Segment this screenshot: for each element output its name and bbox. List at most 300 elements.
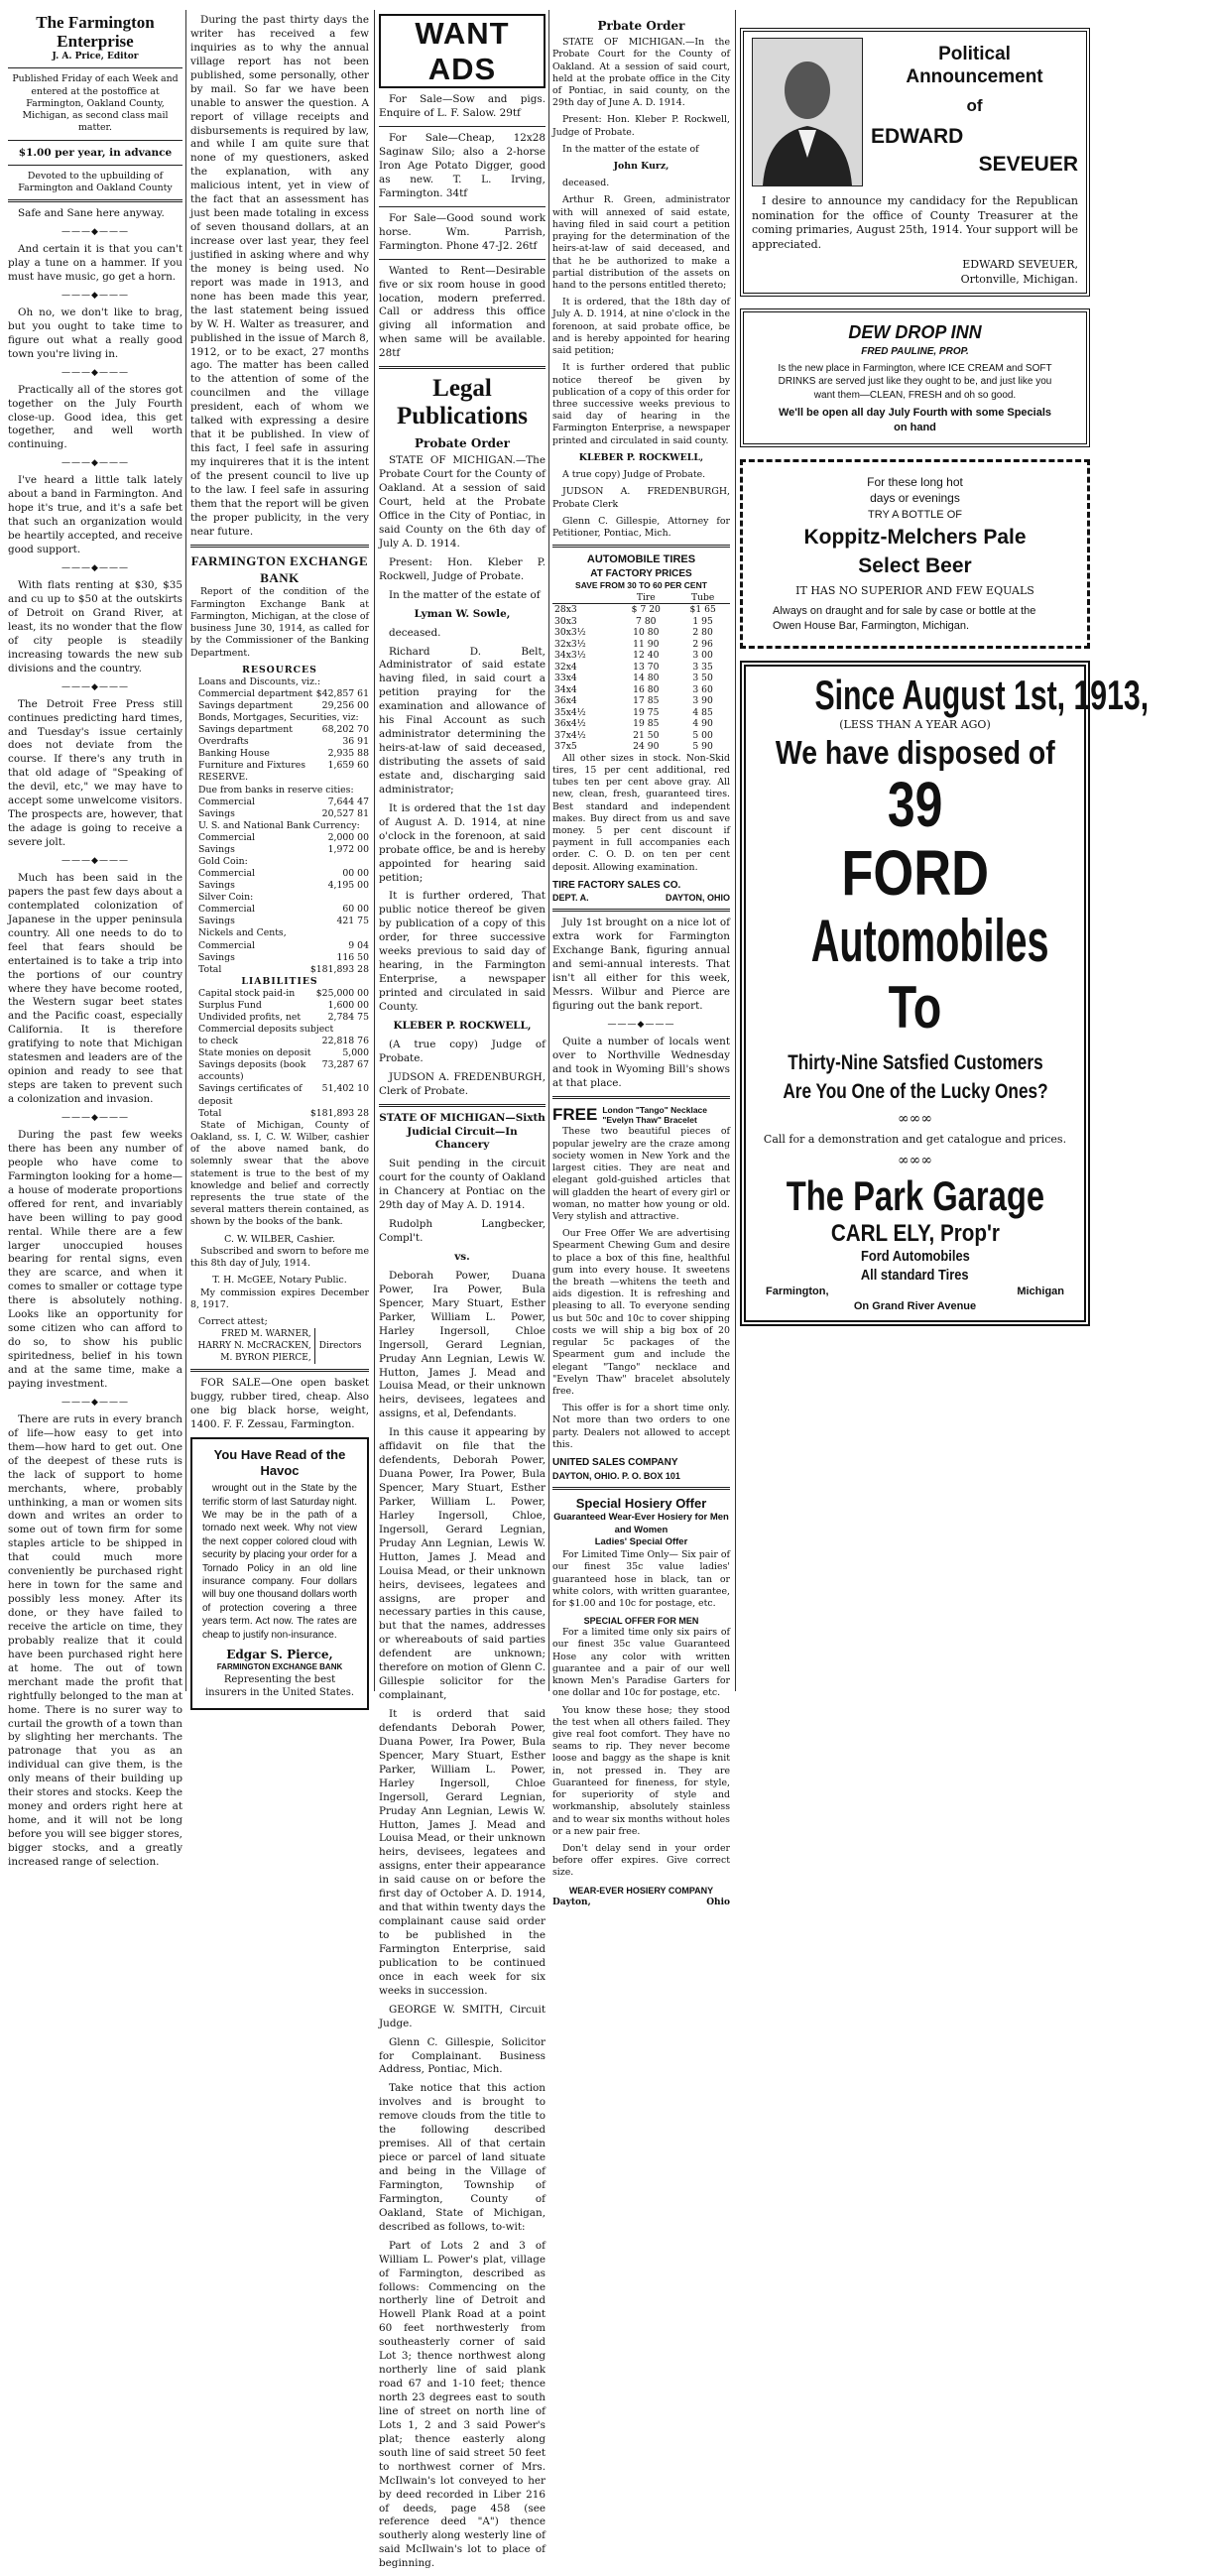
tire-price: 19 85 [633,718,660,730]
ford-less: (LESS THAN A YEAR AGO) [839,718,991,732]
liability-row [190,1108,369,1120]
tire-row [552,695,730,707]
editorial-paragraph: The Detroit Free Press still continues predicting hard times, and Tuesday's issue certainly does not deviate from the course. If there's any truth in that old adage of "Speaking of the devil, etc," we may have to accept some unwelcome visitors. The prospects are, however, that the adage is going to receive a severe jolt. [8,697,182,849]
fin-label: Commercial deposits subject [198,1024,334,1036]
fin-value: 116 50 [336,951,369,963]
ford-tires: All standard Tires [861,1267,969,1285]
fin-label: Commercial [198,904,255,916]
ornament: ∞∞∞ [898,1152,932,1168]
ford-disposed: We have disposed of [775,733,1055,771]
legal-paragraph: Rudolph Langbecker, Compl't. [379,1218,546,1245]
fin-label: Nickels and Cents, [198,927,287,939]
tire-price: 19 75 [633,706,660,718]
bank-commission: My commission expires December 8, 1917. [190,1287,369,1310]
fin-label: Savings [198,951,235,963]
united-company: UNITED SALES COMPANY [552,1457,678,1469]
resources-table [190,676,369,976]
tube-price: 3 00 [692,650,713,662]
dew-drop-inn-ad [740,308,1090,446]
legal-paragraph: deceased. [389,626,441,639]
resource-row [190,844,369,856]
resource-row [190,880,369,892]
ornament: ∞∞∞ [898,1111,932,1128]
fin-label: Savings [198,880,235,892]
announcement-title: Announcement [906,65,1043,87]
legal-paragraph: Part of Lots 2 and 3 of William L. Power's plat, village of Farmington, described as follows: Commencing on the northerly line of Detroit and Howell Plank Road at a point 60 feet northwesterly from southeasterly corner of said Lot 3; thence northwest along northerly line of said plank road 67 and 1-10 feet; thence north 23 degrees east to south line of street on north line of Lots 1, 2 and 3 said Power's plat; thence easterly along south line of said street 50 feet to northwest corner of Mrs. McIlwain's lot conveyed to her by deed recorded in Liber 216 of deeds, page 458 (see reference deed "A") thence southerly along westerly line of said McIlwain's lot to place of beginning. [379,2239,546,2570]
tire-size: 30x3 [554,615,577,627]
liability-row [190,1012,369,1024]
tire-row [552,604,730,616]
masthead-title: The Farmington Enterprise [36,13,155,51]
tire-size: 35x4½ [554,706,586,718]
masthead-published: Published Friday of each Week and entered at the postoffice at Farmington, Oakland County, Michigan, as second class mail matter. [12,73,179,134]
hosiery-ladies: Ladies' Special Offer [594,1536,688,1548]
fin-value: 00 00 [342,868,369,880]
fin-label: to check [198,1036,238,1047]
tires-save: SAVE FROM 30 TO 60 PER CENT [575,580,707,591]
resource-row [190,797,369,808]
fin-label: Overdrafts [198,736,249,748]
liabilities-table [190,988,369,1120]
bank-intro: Report of the condition of the Farmington Exchange Bank at Farmington, Michigan, at the close of business June 30, 1914, as called for by the Commissioner of the Banking Department. [190,586,369,659]
fin-label: Loans and Discounts, viz.: [198,675,321,687]
tires-company: TIRE FACTORY SALES CO. [552,879,681,891]
fin-label: RESERVE. [198,772,249,784]
fin-value: 51,402 10 [321,1083,369,1095]
hosiery-men-body: For a limited time only six pairs of our finest 35c value Guaranteed Hose any color with written guarantee and a pair of our well known Men's Paradise Garters for one dollar and 10c for postage, etc. [552,1627,730,1699]
ford-garage: The Park Garage [786,1172,1045,1220]
free-short: This offer is for a short time only. Not more than two orders to one party. Dealers not allowed to accept this. [552,1403,730,1450]
bank-directors [190,1328,369,1364]
column-bank [190,14,369,1722]
havoc-bank: FARMINGTON EXCHANGE BANK [216,1662,343,1672]
local-item: Quite a number of locals went over to Northville Wednesday and took in Wyoming Bill's shows at that place. [552,1035,730,1089]
village-report-article: During the past thirty days the writer has received a few inquiries as to why the annual village report has not been published, some personally, other by mail. So far we have been unable to answer the question. A report of village receipts and disbursements is required by law, and while I am quite sure that none of my questioners, asked the explanation, with any malicious intent, yet in view of the fact that an assessment has just been made totaling in excess of seven thousand dollars, at an increase over last year, they feel justified in asking where and why the money is being used. No report was made in 1913, and none has been made this year, the last statement being issued by W. H. Walter as treasurer, and published in the issue of March 8, 1912, or to be exact, 27 months ago. The matter has been called to the attention of some of the councilmen and the village president, each of whom we talked with expressing a desire that it be published. In view of this fact, I feel safe in assuring my inquireres that it is the intent of the present council to live up to the law. I feel safe in assuring them that the report will be given the proper publicity, in the very near future. [190,14,369,538]
tire-price: 7 80 [636,615,657,627]
legal-paragraph: In the matter of the estate of [389,588,541,601]
legal-paragraph: Glenn C. Gillespie, Attorney for Petitioner, Pontiac, Mich. [552,515,730,539]
resource-row [190,868,369,880]
tire-row [552,639,730,651]
tire-ad [552,552,730,904]
tire-row [552,718,730,730]
legal-paragraph: Present: Hon. Kleber P. Rockwell, Judge of Probate. [379,555,546,582]
liability-row [190,1024,369,1036]
candidate-last-name: SEVEUER [978,153,1078,177]
column-rule [374,10,375,1691]
legal-paragraph: Suit pending in the circuit court for the county of Oakland in Chancery at Pontiac on the 29th day of May A. D. 1914. [379,1158,546,1212]
column-rule [185,10,186,1691]
resource-row [190,808,369,820]
hosiery-title: Special Hosiery Offer [575,1495,707,1511]
want-ad: For Sale—Good sound work horse. Wm. Parrish, Farmington. Phone 47-J2. 26tf [379,211,546,252]
political-town: Ortonville, Michigan. [960,272,1078,286]
for-sale-ad: FOR SALE—One open basket buggy, rubber tired, cheap. Also one big black horse, weight, 1400. F. F. Zessau, Farmington. [190,1377,369,1431]
fin-value: $25,000 00 [315,987,369,999]
tire-size: 36x4½ [554,718,586,730]
beer-name1: Koppitz-Melchers Pale [803,526,1027,550]
fin-value: 73,287 67 [321,1059,369,1071]
tires-city: DAYTON, OHIO [665,893,730,904]
hosiery-state: Ohio [706,1897,730,1907]
hosiery-ad [552,1495,730,1908]
resource-row [190,700,369,712]
editorial-paragraph: Practically all of the stores got together on the July Fourth close-up. Good idea, this get together, and well worth continuing. [8,383,182,451]
editorial-paragraph: There are ruts in every branch of life—how easy to get into them—how hard to get out. One of the deepest of these ruts is the lack of support to home merchants, where, probably unthinking, a man or women sits down and writes an order to some out of town firm for some staples article to be shipped in that could much more conveniently be purchased right here in town for the same and possibly less money. After its done, or they have failed to receive the article on time, they probably realize that it could have been purchased right here at home. The out of town merchant made the profit that rightfully belonged to the man at home. There is no surer way to curtail the growth of a town than by slighting her merchants. The patronage that you as an individual can give them, is the only means of their building up their stores and stocks. Keep the money and orders right here at home, and it will not be long before you will see bigger stores, bigger stocks, and a greatly increased range of selection. [8,1412,182,1868]
fin-label: Commercial [198,939,255,951]
resource-row [190,964,369,976]
resource-row [190,676,369,688]
tube-price: 4 85 [692,706,713,718]
resource-row [190,736,369,748]
legal-paragraph: It is orderd that said defendants Deborah Power, Duana Power, Ira Power, Bula Spencer, Mary Stuart, Esther Parker, William L. Power, Harley Ingersoll, Chloe Ingersoll, Gerard Legnian, Pruday Ann Legnian, Lewis W. Hutton, James J. Mead and Louisa Mead, or their unknown heirs, devisees, legatees and assigns, enter their appearance in said cause on or before the first day of October A. D. 1914, and that within twenty days the complainant cause said order to be published in the Farmington Enterprise, said publication to be continued once in each week for six weeks in succession. [379,1708,546,1997]
fin-value: $181,893 28 [309,1107,369,1119]
free-sub: London "Tango" Necklace "Evelyn Thaw" Bracelet [602,1104,708,1126]
ford-michigan: Michigan [1017,1286,1064,1298]
editorial-paragraph: Safe and Sane here anyway. [18,207,165,220]
probate-order-sowle [379,454,546,1098]
directors-label: Directors [318,1341,362,1352]
havoc-title: You Have Read of the Havoc [213,1447,346,1478]
legal-paragraph: KLEBER P. ROCKWELL, [578,451,704,463]
fin-value: 68,202 70 [321,724,369,736]
resource-row [190,904,369,916]
hosiery-delay: Don't delay send in your order before offer expires. Give correct size. [552,1842,730,1879]
ford-since: Since August 1st, 1913, [814,671,1150,718]
legal-paragraph: In this cause it appearing by affidavit on file that the defendents, Deborah Power, Duana Power, Ira Power, Bula Spencer, Mary Stuart, Esther Parker, William L. Power, Harley Ingersoll, Chloe, Ingersoll, Gerard Legnian, Pruday Ann Legnian, Lewis W. Hutton, James J. Mead and Louisa Mead, or their unknown heirs, devisees, legatees and assigns, are proper and necessary parties in this cause, but that the names, addresses or whereabouts of said parties defendent are unknown; therefore on motion of Glenn C. Gillespie solicitor for the complainant, [379,1426,546,1702]
tire-size: 32x4 [554,661,577,673]
hosiery-know: You know these hose; they stood the test when all others failed. They give real foot comfort. They have no seams to rip. They never become loose and baggy as the shape is knit in, not pressed in. They are Guaranteed for fineness, for style, for superiority of style and workmanship, absolutely stainless and to wear six months without holes or a new pair free. [552,1704,730,1837]
resource-row [190,892,369,904]
legal-paragraph: Present: Hon. Kleber P. Rockwell, Judge of Probate. [552,114,730,138]
candidate-first-name: EDWARD [871,125,964,149]
ford-farmington: Farmington, [766,1286,829,1298]
fin-label: Savings [198,807,235,819]
probate-order-kurz [552,37,730,540]
hosiery-city: Dayton, [552,1897,591,1907]
legal-paragraph: JUDSON A. FREDENBURGH, Probate Clerk [552,486,730,510]
ford-call: Call for a demonstration and get catalogue and prices. [763,1132,1067,1146]
legal-paragraph: John Kurz, [613,161,669,173]
united-address: DAYTON, OHIO. P. O. BOX 101 [552,1470,680,1481]
tube-price: 1 95 [692,615,713,627]
editorial-paragraph: With flats renting at $30, $35 and cu up to $50 at the outskirts of Detroit on Grand River, at least, its no wonder that the flow of city people is steadily increasing towards the new sub divisions and the country. [8,579,182,675]
fin-label: Capital stock paid-in [198,987,296,999]
tire-size: 34x4 [554,683,577,695]
tires-dept: DEPT. A. [552,893,589,904]
tire-row [552,616,730,628]
tube-price: 3 60 [692,683,713,695]
havoc-ad [190,1437,369,1709]
want-ad: Wanted to Rent—Desirable five or six room house in good location, modern preferred. Call or address this office giving all information and when same will be available. 28tf [379,264,546,360]
probate-title-kurz: Prbate Order [597,19,685,33]
fin-label: Silver Coin: [198,892,254,904]
want-ad: For Sale—Sow and pigs. Enquire of L. F. Salow. 29tf [379,93,546,120]
chancery-notice [379,1112,546,2572]
legal-paragraph: GEORGE W. SMITH, Circuit Judge. [379,2003,546,2029]
dew-prop: FRED PAULINE, PROP. [861,345,969,357]
fin-value: 1,972 00 [327,843,369,855]
tube-price: 3 90 [692,695,713,707]
havoc-name: Edgar S. Pierce, [226,1647,333,1661]
fin-label: Banking House [198,748,270,760]
beer-try: TRY A BOTTLE OF [868,508,962,521]
fin-value: 29,256 00 [321,699,369,711]
liability-row [190,1036,369,1047]
resource-row [190,724,369,736]
want-ad: For Sale—Cheap, 12x28 Saginaw Silo; also a 2-horse Iron Age Potato Digger, good as new. T. L. Irving, Farmington. 34tf [379,132,546,199]
free-necklace-ad [552,1104,730,1482]
legal-paragraph: Take notice that this action involves and is brought to remove clouds from the title to the following described premises. All of that certain piece or parcel of land situate and being in the Village of Farmington, Township of Farmington, County of Oakland, State of Michigan, described as follows, to-wit: [379,2082,546,2233]
tire-row [552,684,730,696]
political-body: I desire to announce my candidacy for the Republican nomination for the office of County Treasurer at the coming primaries, August 25th, 1914. Your support will be appreciated. [752,194,1078,252]
fin-label: Surplus Fund [198,999,262,1011]
resource-row [190,940,369,952]
candidate-portrait [752,38,863,186]
bank-attest: Correct attest; [198,1316,268,1327]
tire-price: 13 70 [633,661,660,673]
legal-paragraph: Glenn C. Gillespie, Solicitor for Complainant. Business Address, Pontiac, Mich. [379,2035,546,2076]
tire-size: 37x5 [554,741,577,753]
beer-body: Always on draught and for sale by case or bottle at the Owen House Bar, Farmington, Michigan. [773,605,1036,633]
fin-label: Bonds, Mortgages, Securities, viz: [198,712,359,724]
hosiery-men: SPECIAL OFFER FOR MEN [583,1616,699,1627]
legal-paragraph: KLEBER P. ROCKWELL, [393,1019,532,1032]
tire-price: 10 80 [633,627,660,639]
fin-label: Commercial department [198,687,313,699]
fin-value: 7,644 47 [327,796,369,807]
legal-paragraph: It is ordered, that the 18th day of July A. D. 1914, at nine o'clock in the forenoon, at said probate office, be and is hereby appointed for hearing said petition; [552,297,730,357]
editorial-paragraph: I've heard a little talk lately about a band in Farmington. And hope it's true, and it's a safe bet that such an organization would be heartily accepted, and receive good support. [8,474,182,556]
tube-price: 3 35 [692,661,713,673]
tire-row [552,650,730,662]
fin-value: 60 00 [342,904,369,916]
local-item: July 1st brought on a nice lot of extra work for Farmington Exchange Bank, figuring annual and semi-annual interests. That isn't all either for this week, Messrs. Wilbur and Pierce are figuring out the bank report. [552,917,730,1012]
legal-paragraph: Deborah Power, Duana Power, Ira Power, Bula Spencer, Mary Stuart, Esther Parker, William L. Power, Harley Ingersoll, Chloe Ingersoll, Gerard Legnian, Pruday Ann Legnian, Lewis W. Hutton, James J. Mead and Louisa Mead, or their unknown heirs, devisees, legatees and assigns, et al, Defendants. [379,1269,546,1420]
legal-paragraph: vs. [454,1251,470,1264]
fin-label: Commercial [198,868,255,880]
tire-row [552,662,730,674]
legal-paragraph: A true copy) Judge of Probate. [562,469,706,481]
tire-price: 21 50 [633,729,660,741]
director: M. BYRON PIERCE, [220,1353,311,1364]
ford-word: FORD [841,836,989,909]
resource-row [190,820,369,832]
resource-row [190,772,369,784]
resource-row [190,688,369,700]
tire-size: 37x4½ [554,729,586,741]
fin-label: Due from banks in reserve cities: [198,784,354,796]
hosiery-body: For Limited Time Only— Six pair of our finest 35c value ladies' guaranteed hose in black, tan or white colors, with written guarantee, for $1.00 and 10c for postage, etc. [552,1549,730,1609]
tire-size: 36x4 [554,695,577,707]
tube-price: 5 90 [692,741,713,753]
resource-row [190,927,369,939]
legal-paragraph: deceased. [562,178,610,189]
liability-row [190,1083,369,1107]
editorial-paragraph: And certain it is that you can't play a tune on a hammer. If you must have music, go get a horn. [8,243,182,283]
tire-size: 34x3½ [554,650,586,662]
ford-road: On Grand River Avenue [853,1299,977,1312]
free-offer: Our Free Offer We are advertising Spearment Chewing Gum and desire to place a box of this fine, healthful gum into every house. It sweetens the breath —whitens the teeth and aids digestion. It is refreshing and pleasing to all. To everyone sending us but 50c and 10c to cover shipping costs we will ship a big box of 20 regular 5c packages of the Spearment gum and include the elegant "Tango" necklace and "Evelyn Thaw" bracelet absolutely free. [552,1228,730,1398]
liabilities-label: LIABILITIES [241,975,318,987]
tire-size: 32x3½ [554,638,586,650]
portrait-image [753,39,862,185]
ford-prop: CARL ELY, Prop'r [830,1219,1000,1247]
political-announcement-ad [740,28,1090,297]
fin-label: Savings deposits (book accounts) [198,1059,306,1083]
beer-superior: IT HAS NO SUPERIOR AND FEW EQUALS [795,583,1034,597]
column-ads [740,28,1150,1326]
free-title: FREE [552,1104,598,1124]
masthead-devoted: Devoted to the upbuilding of Farmington and Oakland County [18,170,173,193]
free-body: These two beautiful pieces of popular jewelry are the craze among society women in New York and the largest cities. They are neat and elegant gold-guished articles that will gladden the heart of every girl or woman, no matter how young or old. Very stylish and attractive. [552,1126,730,1222]
resource-row [190,785,369,797]
bank-notary: T. H. McGEE, Notary Public. [212,1275,347,1287]
fin-value: 1,659 60 [327,760,369,772]
resource-row [190,832,369,844]
fin-value: $181,893 28 [309,963,369,975]
fin-value: 20,527 81 [321,807,369,819]
tire-size: 28x3 [554,604,577,616]
hosiery-company: WEAR-EVER HOSIERY COMPANY [568,1885,714,1896]
legal-paragraph: JUDSON A. FREDENBURGH, Clerk of Probate. [379,1070,546,1097]
political-title: Political [938,44,1011,64]
want-ads-header: WANT ADS [379,14,546,88]
fin-label: Commercial [198,796,255,807]
column-legal [379,14,546,2576]
beer-ad [740,459,1090,649]
tires-sub: AT FACTORY PRICES [590,567,692,579]
tube-price: 3 50 [692,673,713,684]
tire-col-tube: Tube [675,592,730,604]
legal-paragraph: Arthur R. Green, administrator with will annexed of said estate, having filed in said court a petition praying for the determination of the heirs-at-law of said deceased, and that he be authorized to make a partial distribution of the assets on hand to the persons entitled thereto; [552,194,730,292]
fin-label: Savings department [198,699,293,711]
legal-paragraph: It is further ordered that public notice thereof be given by publication of a copy of this order for three successive weeks previous to said day of hearing in the Farmington Enterprise, a newspaper printed and circulated in said county. [552,362,730,446]
liability-row [190,1047,369,1059]
tire-price: 17 85 [633,695,660,707]
fin-value: 421 75 [336,916,369,927]
fin-value: $42,857 61 [315,687,369,699]
tire-row [552,741,730,753]
legal-paragraph: STATE OF MICHIGAN.—The Probate Court for the County of Oakland. At a session of said Court, held at the Probate Office in the City of Pontiac, in said County on the 6th day of July A. D. 1914. [379,454,546,550]
legal-paragraph: Lyman W. Sowle, [414,607,511,620]
tube-price: 2 96 [692,638,713,650]
ford-autos: Ford Automobiles [860,1248,970,1266]
editorial-paragraph: During the past few weeks there has been any number of people who have come to Farmington looking for a home—a house of moderate proportions offered for rent, and invariably have been willing to pay good rental. While there are a few larger unoccupied houses bearing for rental signs, even they are scarce, and when it comes to smaller or cottage type there is absolutely nothing. Looks like an opportunity for some citizen who can afford to do so, to show his public spiritedness, belief in his town and at the same time, make a paying investment. [8,1129,182,1390]
tire-price: 16 80 [633,683,660,695]
liability-row [190,988,369,1000]
bank-cashier: C. W. WILBER, Cashier. [224,1233,335,1245]
fin-label: Savings department [198,724,293,736]
legal-paragraph: It is further ordered, That public notice thereof be given by publication of a copy of this order, for three successive weeks previous to said day of hearing, in the Farmington Enterprise, a newspaper printed and circulated in said County. [379,890,546,1013]
fin-label: Total [198,1107,222,1119]
masthead-editor: J. A. Price, Editor [52,52,139,62]
political-of: of [966,95,983,115]
dew-close: We'll be open all day July Fourth with some Specials on hand [778,407,1052,433]
beer-name2: Select Beer [858,553,972,577]
column-editorial: The Farmington Enterprise J. A. Price, Editor Published Friday of each Week and entered at the postoffice at Farmington, Oakland County, Michigan, as second class mail matter. $1.00 per year, in advance Devoted to the upbuilding of Farmington and Oakland County Safe and Sane here anyway. ———◆——— And certain it is that you can't play a tune on a hammer. If you must have music, go get a horn. ———◆——— Oh no, we don't like to brag, but you ought to take time to figure out what a really good town you're living in. ———◆——— Practically all of the stores got together on the July Fourth close-up. Good idea, this get together, and well worth continuing. ———◆——— I've heard a little talk lately about a band in Farmington. And hope it's true, and it's a safe bet that such an organization would be heartily accepted, and receive good support. ———◆——— With flats renting at $30, $35 and cu up to $50 at the outskirts of Detroit on Grand River, at least, its no wonder that the flow of city people is steadily increasing towards the new sub divisions and the country. ———◆——— The Detroit Free Press still continues predicting hard times, and Tuesday's issue certainly does not deviate from the course. If there's any truth in that old adage of "Speaking of the devil, etc," we may have to accept some unwelcome visitors. The prospects are, however, that the adage is going to receive a severe jolt. ———◆——— Much has been said in the papers the past few days about a contemplated colonization of Japanese in the upper peninsula country. All one needs to do to feel that fears should be entertained is to take a trip into the portions of our country where they have become rooted, the Western sugar beet states and the Pacific coast, especially California. It is therefore gratifying to note that Michigan statesmen and leaders are of the opinion and ready to see that steps are taken to prevent such a colonization and invasion. ———◆——— During the past few weeks there has been any number of people who have come to Farmington looking for a home—a house of moderate proportions offered for rent, and invariably have been willing to pay good rental. While there are a few larger unoccupied houses bearing for rental signs, even they are scarce, and when it comes to smaller or cottage type there is absolutely nothing. Looks like an opportunity for some citizen who can afford to do so, to show his public spiritedness, belief in his town and at the same time, make a paying investment. ———◆——— There are ruts in every branch of life—how easy to get into them—how hard to get out. One of the deepest of these ruts is the lack of support to home merchants, where, probably unthinking, a man or women sits down and writes an order to some out of town firm for some staples article to be shipped in that could much more conveniently be purchased right here in town for the same and possibly less money. After its done, or they have failed to receive the article on time, they probably realize that it could have been purchased right here at home. The out of town merchant made the profit that rightfully belonged to the man at home. There is no surer way to curtail the growth of a town than by slighting her merchants. The patronage that you as an individual can give them, is the only means of their building up their stores and stocks. Keep the money and orders right here at home, and it will not be long before you will see bigger stores, bigger stocks, and a greatly increased range of selection. [8,13,182,1868]
legal-paragraph: Richard D. Belt, Administrator of said estate having filed, in said court a petition praying for the examination and allowance of his Final Account as such administrator determining the heirs-at-law of said deceased, distributing the assets of said estate and, discharging said administrator; [379,645,546,796]
dew-body: Is the new place in Farmington, where ICE CREAM and SOFT DRINKS are served just like they ought to be, and just like you want them—CLEAN, FRESH and oh so good. [778,362,1052,401]
ford-to: To [888,973,942,1041]
ford-ad [740,661,1150,1326]
ford-lucky: Are You One of the Lucky Ones? [782,1080,1048,1104]
director: FRED M. WARNER, [220,1329,311,1340]
resource-row [190,760,369,772]
fin-value: 9 04 [348,939,369,951]
fin-label: Commercial [198,831,255,843]
tube-price: 5 00 [692,729,713,741]
tire-row [552,730,730,742]
resource-row [190,748,369,760]
tire-size: 30x3½ [554,627,586,639]
tire-price: 12 40 [633,650,660,662]
fin-value: 4,195 00 [327,880,369,892]
havoc-body: wrought out in the State by the terrific storm of last Saturday night. We may be in the path of a tornado next week. Why not view the next copper colored cloud with security by placing your order for a Tornado Policy in an old line insurance company. Four dollars will buy one thousand dollars worth of protection covering a three years term. Act now. The rates are cheap to justify non-insurance. [202,1483,357,1641]
fin-value: 2,000 00 [327,831,369,843]
resource-row [190,952,369,964]
resource-row [190,712,369,724]
column-rule [548,10,549,1691]
fin-value: 2,935 88 [327,748,369,760]
director: HARRY N. McCRACKEN, [197,1341,311,1352]
legal-paragraph: In the matter of the estate of [562,143,699,155]
bank-close: State of Michigan, County of Oakland, ss. I, C. W. Wilber, cashier of the above named bank, do solemnly swear that the above statement is true to the best of my knowledge and belief and correctly represents the true state of the several matters therein contained, as shown by the books of the bank. [190,1119,369,1228]
column-rule [735,10,736,1691]
fin-label: Undivided profits, net [198,1012,302,1024]
tire-row [552,627,730,639]
fin-value: 2,784 75 [327,1012,369,1024]
tire-price: 24 90 [633,741,660,753]
fin-label: Furniture and Fixtures [198,760,306,772]
editorial-paragraph: Oh no, we don't like to brag, but you ought to take time to figure out what a really good town you're living in. [8,306,182,360]
liability-row [190,1059,369,1083]
resources-label: RESOURCES [242,664,317,675]
editorial-paragraph: Much has been said in the papers the past few days about a contemplated colonization of Japanese in the upper peninsula country. All one needs to do to feel that fears should be entertained is to take a trip into the portions of our country where they have become rooted, the Western sugar beet states and the Pacific coast, especially California. It is therefore gratifying to note that Michigan statesmen and leaders are of the opinion and ready to see that steps are taken to prevent such a colonization and invasion. [8,872,182,1106]
fin-label: Savings [198,843,235,855]
legal-paragraph: STATE OF MICHIGAN—Sixth Judicial Circuit—In Chancery [379,1111,546,1152]
legal-publications-header: Legal Publications [397,375,528,429]
beer-line2: days or evenings [870,490,960,505]
hosiery-sub: Guaranteed Wear-Ever Hosiery for Men and Women [553,1511,729,1535]
fin-label: U. S. and National Bank Currency: [198,819,360,831]
tube-price: 2 80 [692,627,713,639]
ford-customers: Thirty-Nine Satsfied Customers [787,1050,1043,1074]
masthead-price: $1.00 per year, in advance [18,146,173,159]
tire-row [552,707,730,719]
tire-col-size [552,592,616,604]
fin-label: Savings [198,916,235,927]
tire-price: 11 90 [633,638,660,650]
ford-automobiles: Automobiles [810,907,1049,974]
tire-row [552,673,730,684]
legal-paragraph: It is ordered that the 1st day of August A. D. 1914, at nine o'clock in the forenoon, at said probate office, be and is hereby appointed for hearing said petition; [379,801,546,884]
resource-row [190,916,369,927]
political-signature: EDWARD SEVEUER, [962,257,1078,271]
tube-price: 4 90 [692,718,713,730]
fin-value: 22,818 76 [321,1036,369,1047]
fin-value: 36 91 [342,736,369,748]
fin-label: Total [198,963,222,975]
fin-label: Gold Coin: [198,856,248,867]
resource-row [190,856,369,868]
tires-body: All other sizes in stock. Non-Skid tires, 15 per cent additional, red tubes ten per cent above gray. All new, clean, fresh, guaranteed tires. Best standard and independent makes. Buy direct from us and save money. 5 per cent discount if payment in full accompanies each order. C. O. D. on ten per cent deposit. Allowing examination. [552,752,730,873]
dew-title: DEW DROP INN [848,322,982,343]
fin-label: Savings certificates of deposit [198,1083,303,1107]
tire-price: $ 7 20 [631,604,661,616]
tires-title: AUTOMOBILE TIRES [586,553,696,566]
bank-title: FARMINGTON EXCHANGE BANK [190,552,369,586]
